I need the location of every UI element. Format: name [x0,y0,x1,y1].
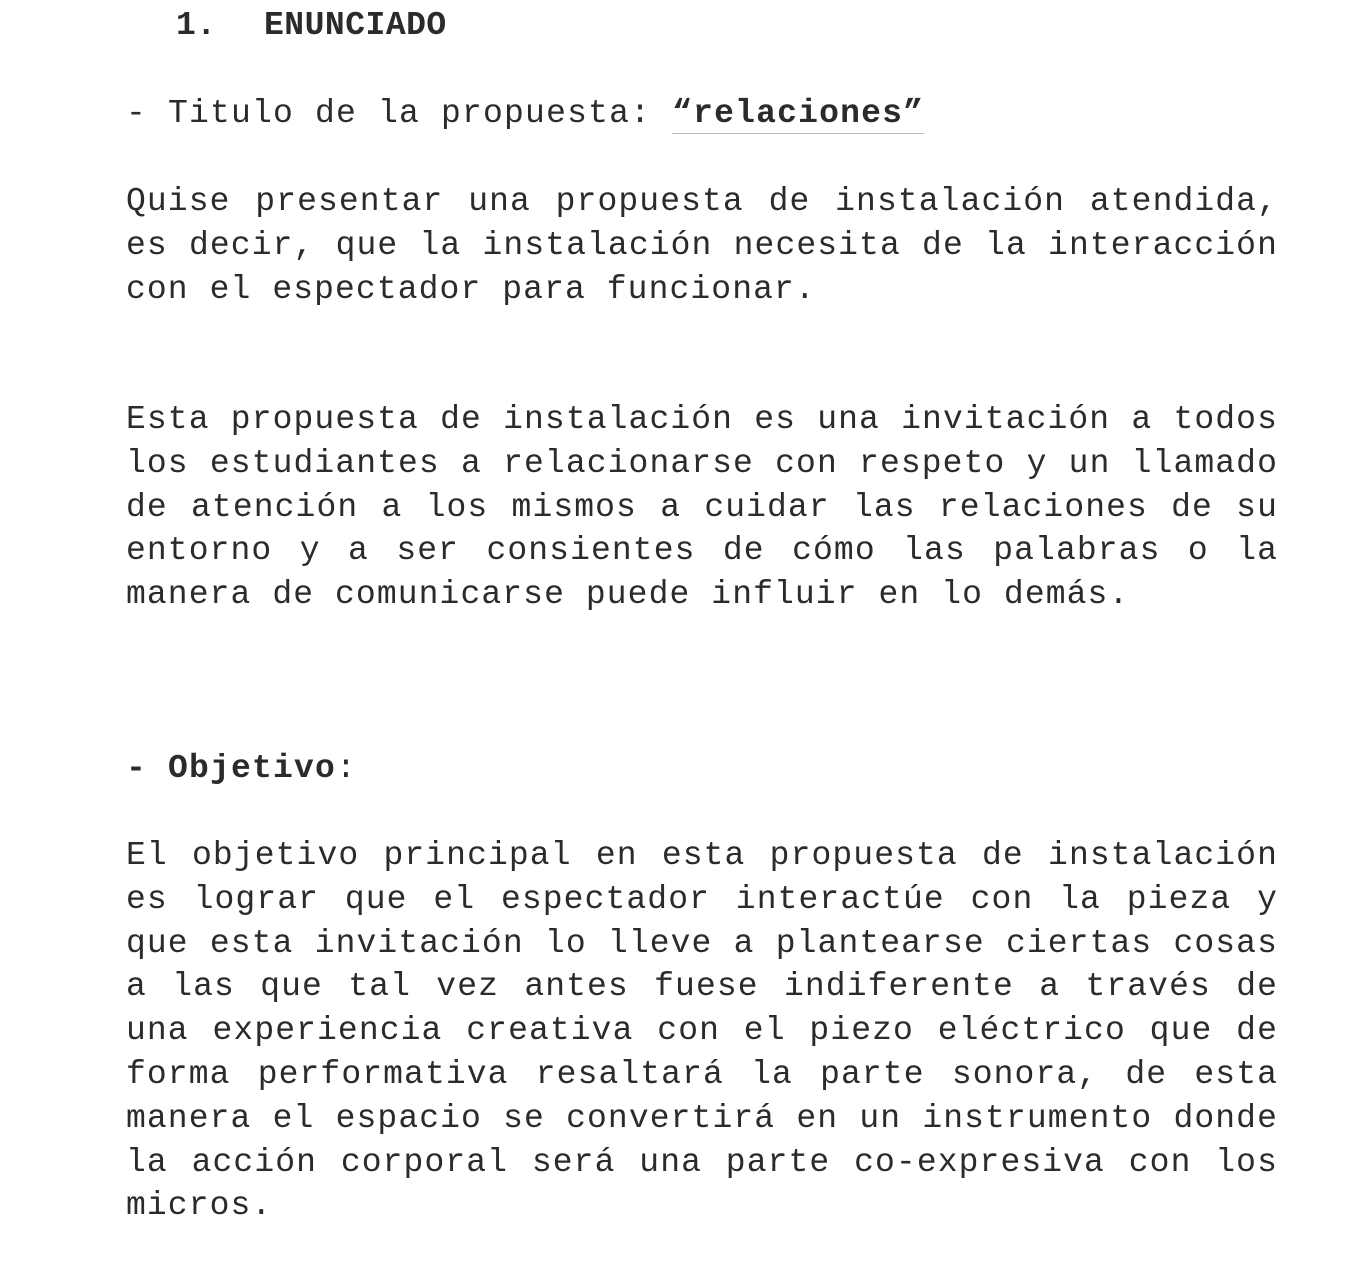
objective-label: Objetivo [168,750,337,787]
objective-heading [126,747,357,791]
section-heading [176,4,447,48]
objective-paragraph: El objetivo principal en esta propuesta de instalación es lograr que el espectador interactúe con la pieza y que esta invitación lo lleve a plantearse ciertas cosas a las que tal vez antes fuese indiferente a través de una experiencia creativa con el piezo eléctrico que de forma performativa resaltará la parte sonora, de esta manera el espacio se convertirá en un instrumento donde la acción corporal será una parte co-expresiva con los micros. [126,837,1278,1225]
intro-paragraph: Quise presentar una propuesta de instalación atendida, es decir, que la instalación necesita de la interacción con el espectador para funcionar. [126,183,1278,308]
section-number: 1. [176,7,217,44]
objective-colon: : [336,750,358,787]
objective-dash: - [126,750,169,787]
section-title: ENUNCIADO [264,7,447,44]
proposal-title-label: - Titulo de la propuesta: [126,95,673,132]
proposal-title-line [126,92,924,136]
invitation-paragraph: Esta propuesta de instalación es una invitación a todos los estudiantes a relacionarse con respeto y un llamado de atención a los mismos a cuidar las relaciones de su entorno y a ser consientes de cómo las palabras o la manera de comunicarse puede influir en lo demás. [126,401,1278,614]
proposal-title-value: “relaciones” [672,95,925,132]
